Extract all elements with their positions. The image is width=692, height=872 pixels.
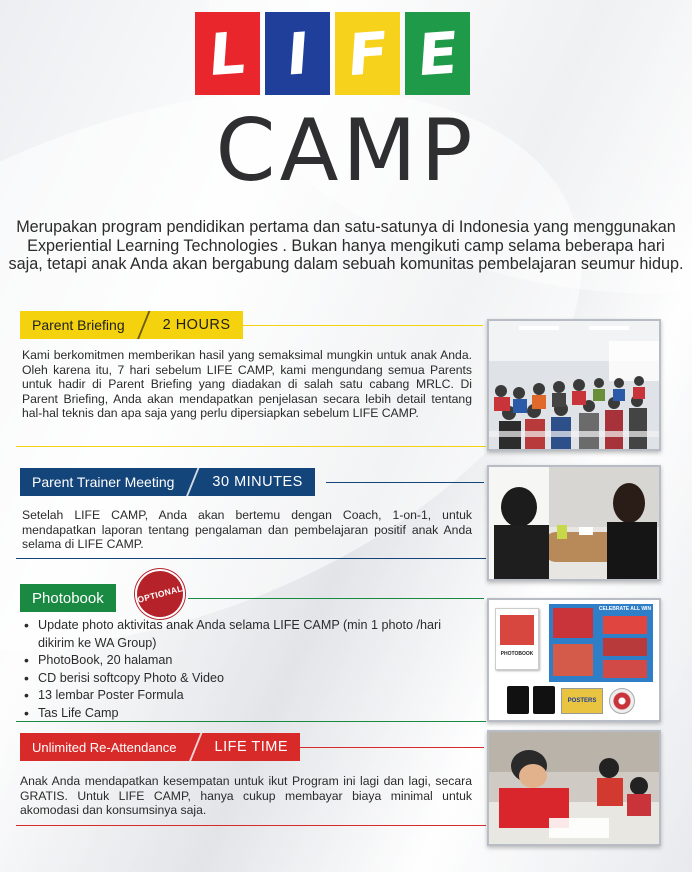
list-item: • Update photo aktivitas anak Anda selama LIFE CAMP (min 1 photo /hari dikirim ke WA Group) [22,617,477,652]
parent-trainer-text: Setelah LIFE CAMP, Anda akan bertemu dengan Coach, 1-on-1, untuk mendapatkan laporan tentang pengalaman dan pembelajaran positif anak Anda selama di LIFE CAMP. [22,508,472,552]
tab-separator [186,468,200,496]
photobook-cover [495,608,539,670]
tote-bag-icon [507,686,529,714]
album-photo [553,608,593,638]
cd-icon [609,688,635,714]
cover-image [500,615,534,645]
reattendance-duration: LIFE TIME [214,739,289,755]
section-rule [16,446,486,447]
logo-tile-e: E [405,12,470,95]
logo-tile-f: F [335,12,400,95]
section-rule [16,825,486,826]
logo-tile-i: I [265,12,330,95]
section-rule [16,721,486,722]
reattendance-photo [487,730,661,846]
list-item: • Tas Life Camp [22,705,477,723]
reattendance-text: Anak Anda mendapatkan kesempatan untuk ikut Program ini lagi dan lagi, secara GRATIS. Untuk LIFE CAMP, hanya cukup membayar biaya minimal untuk akomodasi dan konsumsinya saja. [20,774,472,818]
logo-camp-word: CAMP [215,101,477,201]
photobook-collage [487,598,661,722]
parent-trainer-photo [487,465,661,581]
album-photo [603,660,647,678]
list-item: • PhotoBook, 20 halaman [22,652,477,670]
parent-trainer-label: Parent Trainer Meeting [32,474,175,490]
tab-separator [137,311,151,339]
poster-label: POSTERS [567,698,597,704]
album-heading: CELEBRATE ALL WIN [598,606,652,612]
section-rule [326,482,484,483]
album-photo [603,616,647,634]
parent-trainer-tab [20,468,315,496]
list-item: • 13 lembar Poster Formula [22,687,477,705]
tote-bag-icon [533,686,555,714]
reattendance-label: Unlimited Re-Attendance [32,739,177,755]
photobook-album [549,604,653,682]
poster-stack [561,688,603,714]
intro-paragraph: Merupakan program pendidikan pertama dan satu-satunya di Indonesia yang menggunakan Experiential Learning Technologies . Bukan hanya mengikuti camp selama beberapa hari saja, tetapi anak Anda akan bergabung dalam sebuah komunitas pembelajaran seumur hidup. [8,218,684,273]
parent-briefing-photo [487,319,661,451]
parent-briefing-text: Kami berkomitmen memberikan hasil yang semaksimal mungkin untuk anak Anda. Oleh karena itu, 7 hari sebelum LIFE CAMP, kami mengundang semua Parents untuk hadir di Parent Briefing yang diadakan di salah satu cabang MRLC. Di Parent Briefing, Anda akan mendapatkan penjelasan secara lebih detail tentang hal-hal teknis dan apa saja yang perlu dipersiapkan sebelum LIFE CAMP. [22,348,472,421]
section-rule [16,558,486,559]
photobook-label: Photobook [32,589,104,607]
logo-tile-l: L [195,12,260,95]
section-rule [188,598,484,599]
parent-trainer-duration: 30 MINUTES [212,474,303,490]
album-photo [553,644,593,676]
section-rule [240,325,483,326]
parent-briefing-duration: 2 HOURS [162,317,231,333]
photobook-tab [20,584,116,612]
optional-badge: OPTIONAL [129,563,190,624]
cover-caption: PHOTOBOOK [500,651,534,657]
parent-briefing-tab [20,311,243,339]
reattendance-tab [20,733,300,761]
section-rule [298,747,484,748]
list-item: • CD berisi softcopy Photo & Video [22,670,477,688]
photobook-list [22,617,477,722]
life-logo [195,12,470,95]
parent-briefing-label: Parent Briefing [32,317,125,333]
tab-separator [189,733,203,761]
album-photo [603,638,647,656]
